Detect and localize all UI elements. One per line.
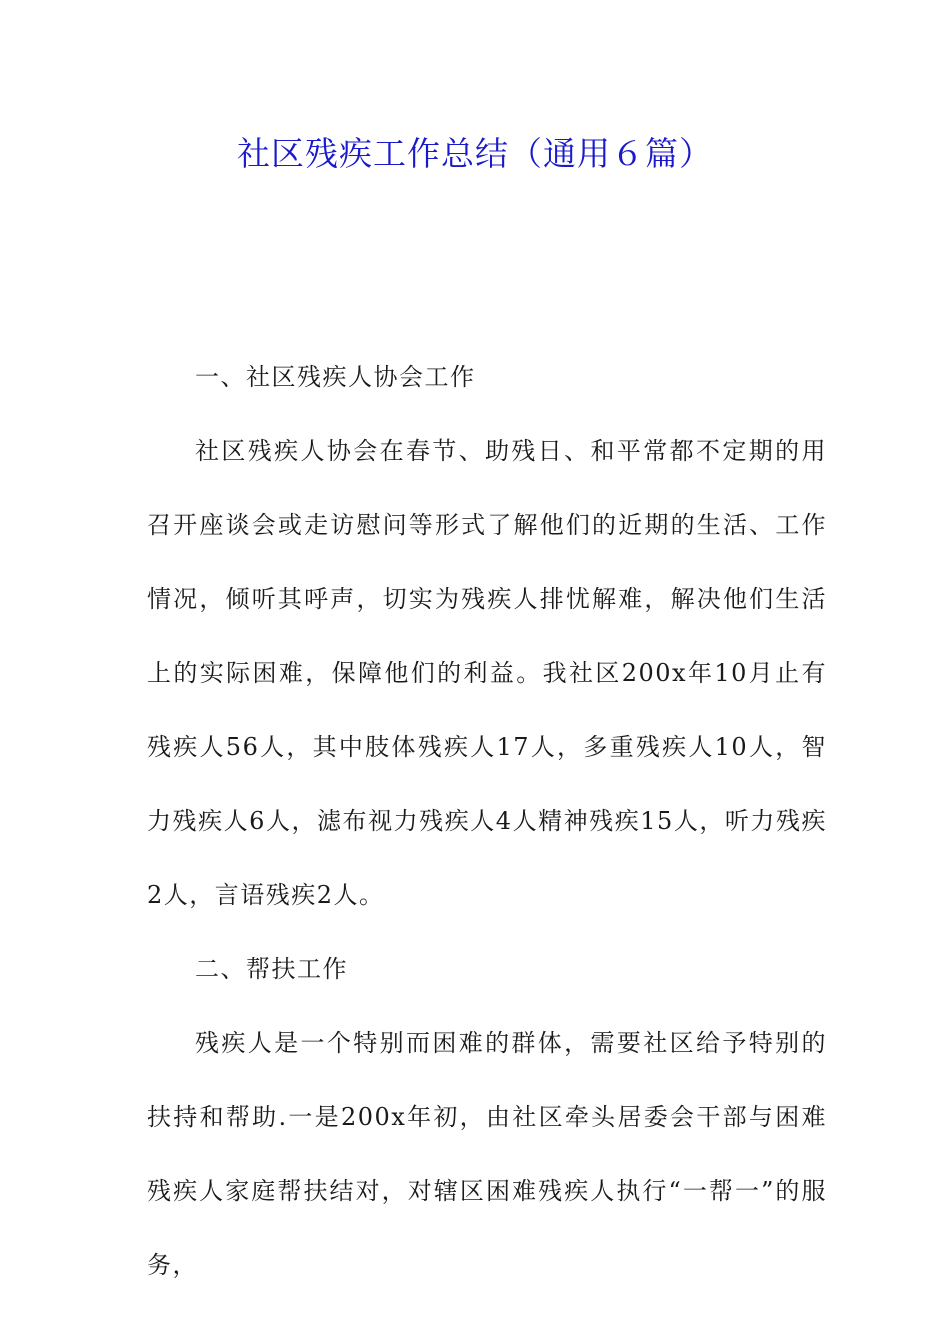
document-title: 社区残疾工作总结（通用６篇） — [237, 134, 713, 173]
section-2-paragraph: 残疾人是一个特别而困难的群体，需要社区给予特别的扶持和帮助.一是200x年初，由社区牵头居委会干部与困难残疾人家庭帮扶结对，对辖区困难残疾人执行“一帮一”的服务， — [147, 1029, 827, 1279]
section-1-paragraph: 社区残疾人协会在春节、助残日、和平常都不定期的用召开座谈会或走访慰问等形式了解他们的近期的生活、工作情况，倾听其呼声，切实为残疾人排忧解难，解决他们生活上的实际困难，保障他们的利益。我社区200x年10月止有残疾人56人，其中肢体残疾人17人，多重残疾人10人，智力残疾人6人，滤布视力残疾人4人精神残疾15人，听力残疾2人，言语残疾2人。 — [147, 437, 827, 909]
document-body — [147, 340, 827, 1302]
section-1-heading: 一、社区残疾人协会工作 — [195, 363, 476, 391]
section-2-heading: 二、帮扶工作 — [195, 955, 348, 983]
